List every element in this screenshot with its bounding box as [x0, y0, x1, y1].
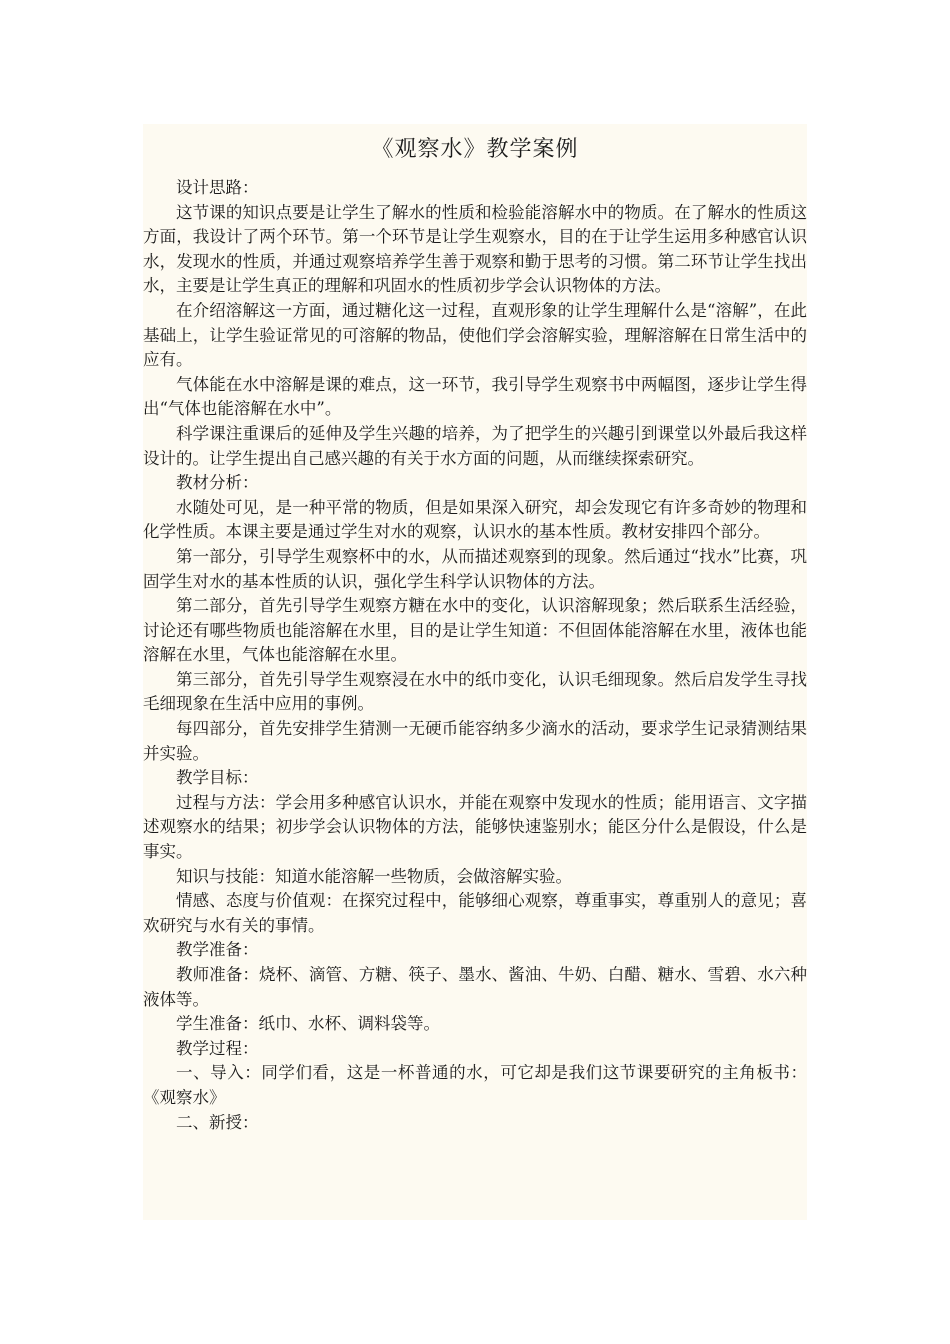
paragraph: 一、导入：同学们看，这是一杯普通的水，可它却是我们这节课要研究的主角板书：《观察水》: [143, 1063, 807, 1107]
paragraph: 二、新授：: [176, 1112, 259, 1132]
section-heading-preparation: 教学准备：: [176, 940, 259, 960]
paragraph: 科学课注重课后的延伸及学生兴趣的培养，为了把学生的兴趣引到课堂以外最后我这样设计的。让学生提出自己感兴趣的有关于水方面的问题，从而继续探索研究。: [143, 423, 807, 468]
section-heading-design: 设计思路：: [176, 178, 259, 197]
paragraph: 在介绍溶解这一方面，通过糖化这一过程，直观形象的让学生理解什么是“溶解”，在此基础上，让学生验证常见的可溶解的物品，使他们学会溶解实验，理解溶解在日常生活中的应有。: [143, 300, 807, 370]
paragraph: 水随处可见，是一种平常的物质，但是如果深入研究，却会发现它有许多奇妙的物理和化学性质。本课主要是通过学生对水的观察，认识水的基本性质。教材安排四个部分。: [143, 497, 807, 542]
paragraph: 第一部分，引导学生观察杯中的水，从而描述观察到的现象。然后通过“找水”比赛，巩固学生对水的基本性质的认识，强化学生科学认识物体的方法。: [143, 546, 807, 591]
paragraph: 情感、态度与价值观：在探究过程中，能够细心观察，尊重事实，尊重别人的意见；喜欢研究与水有关的事情。: [143, 891, 807, 935]
paragraph: 学生准备：纸巾、水杯、调料袋等。: [176, 1014, 440, 1034]
paragraph: 每四部分，首先安排学生猜测一无硬币能容纳多少滴水的活动，要求学生记录猜测结果并实验。: [143, 719, 807, 763]
paragraph: 这节课的知识点要是让学生了解水的性质和检验能溶解水中的物质。在了解水的性质这方面，我设计了两个环节。第一个环节是让学生观察水，目的在于让学生运用多种感官认识水，发现水的性质，并通过观察培养学生善于观察和勤于思考的习惯。第二环节让学生找出水，主要是让学生真正的理解和巩固水的性质初步学会认识物体的方法。: [143, 202, 807, 296]
paragraph: 知识与技能：知道水能溶解一些物质，会做溶解实验。: [176, 866, 572, 886]
section-heading-goals: 教学目标：: [176, 768, 259, 788]
paragraph: 过程与方法：学会用多种感官认识水，并能在观察中发现水的性质；能用语言、文字描述观察水的结果；初步学会认识物体的方法，能够快速鉴别水；能区分什么是假设，什么是事实。: [143, 792, 807, 862]
paragraph: 第二部分，首先引导学生观察方糖在水中的变化，认识溶解现象；然后联系生活经验，讨论还有哪些物质也能溶解在水里，目的是让学生知道：不但固体能溶解在水里，液体也能溶解在水里，气体也能溶解在水里。: [143, 596, 807, 665]
document-title: 《观察水》教学案例: [371, 137, 579, 162]
paragraph: 气体能在水中溶解是课的难点，这一环节，我引导学生观察书中两幅图，逐步让学生得出“气体也能溶解在水中”。: [143, 374, 807, 419]
paragraph: 教师准备：烧杯、滴管、方糖、筷子、墨水、酱油、牛奶、白醋、糖水、雪碧、水六种液体等。: [143, 965, 807, 1009]
section-heading-process: 教学过程：: [176, 1038, 259, 1058]
paragraph: 第三部分，首先引导学生观察浸在水中的纸巾变化，认识毛细现象。然后启发学生寻找毛细现象在生活中应用的事例。: [143, 669, 807, 714]
document-page: [143, 124, 807, 1220]
section-heading-analysis: 教材分析：: [176, 473, 259, 493]
document-body: [143, 176, 807, 1135]
